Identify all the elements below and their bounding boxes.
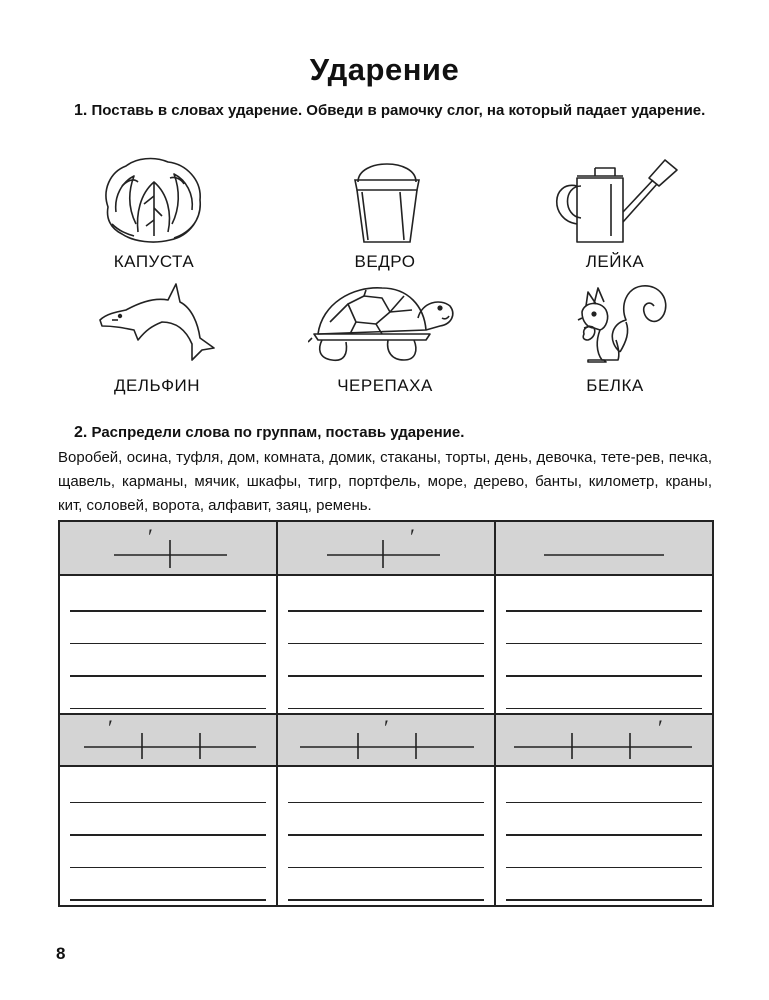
word-label-delfin: ДЕЛЬФИН	[113, 376, 201, 395]
watering-can-icon	[545, 150, 683, 246]
turtle-icon	[308, 282, 456, 364]
syllable-scheme	[60, 522, 276, 574]
task-1-number: 1.	[74, 102, 88, 119]
scheme-cell-3syll-first-stress	[59, 714, 277, 766]
word-label-belka: БЕЛКА	[586, 376, 644, 395]
syllable-scheme	[278, 522, 494, 574]
stress-mark: ′	[108, 715, 113, 740]
word-label-kapusta: КАПУСТА	[113, 252, 195, 271]
scheme-cell-2syll-first-stress	[59, 521, 277, 575]
bucket-icon	[352, 150, 422, 246]
squirrel-icon	[560, 282, 672, 366]
task-2-number: 2.	[74, 424, 88, 441]
task-1-text: Поставь в словах ударение. Обведи в рамочку слог, на который падает ударение.	[91, 102, 706, 119]
task-1-instruction	[74, 99, 714, 123]
grouping-table	[58, 520, 714, 907]
stress-mark: ′	[148, 524, 153, 549]
syllable-scheme	[278, 715, 494, 765]
word-label-cherepakha: ЧЕРЕПАХА	[337, 376, 433, 395]
syllable-scheme	[60, 715, 276, 765]
page-title: Ударение	[309, 52, 460, 87]
answer-cell[interactable]	[59, 575, 277, 714]
word-label-vedro: ВЕДРО	[354, 252, 416, 271]
task-2-instruction	[74, 424, 714, 442]
answer-cell[interactable]	[495, 575, 713, 714]
word-label-leika: ЛЕЙКА	[585, 252, 645, 271]
answer-cell[interactable]	[277, 575, 495, 714]
scheme-cell-2syll-second-stress	[277, 521, 495, 575]
cabbage-icon	[98, 152, 210, 244]
answer-cell[interactable]	[59, 766, 277, 906]
task-2-text: Распредели слова по группам, поставь ударение.	[91, 424, 465, 441]
word-list: Воробей, осина, туфля, дом, комната, домик, стаканы, торты, день, девочка, тете-рев, печка, щавель, карманы, мячик, шкафы, тигр, портфель, море, дерево, банты, километр, краны, кит, соловей, ворота, алфавит, заяц, ремень.	[58, 449, 712, 514]
syllable-scheme	[496, 715, 712, 765]
stress-mark: ′	[410, 524, 415, 549]
stress-mark: ′	[658, 715, 663, 740]
answer-cell[interactable]	[277, 766, 495, 906]
scheme-cell-3syll-second-stress	[277, 714, 495, 766]
answer-cell[interactable]	[495, 766, 713, 906]
stress-mark: ′	[384, 715, 389, 740]
syllable-scheme	[496, 522, 712, 574]
scheme-cell-1syll	[495, 521, 713, 575]
page-number: 8	[56, 944, 66, 963]
scheme-cell-3syll-third-stress	[495, 714, 713, 766]
dolphin-icon	[96, 280, 218, 364]
